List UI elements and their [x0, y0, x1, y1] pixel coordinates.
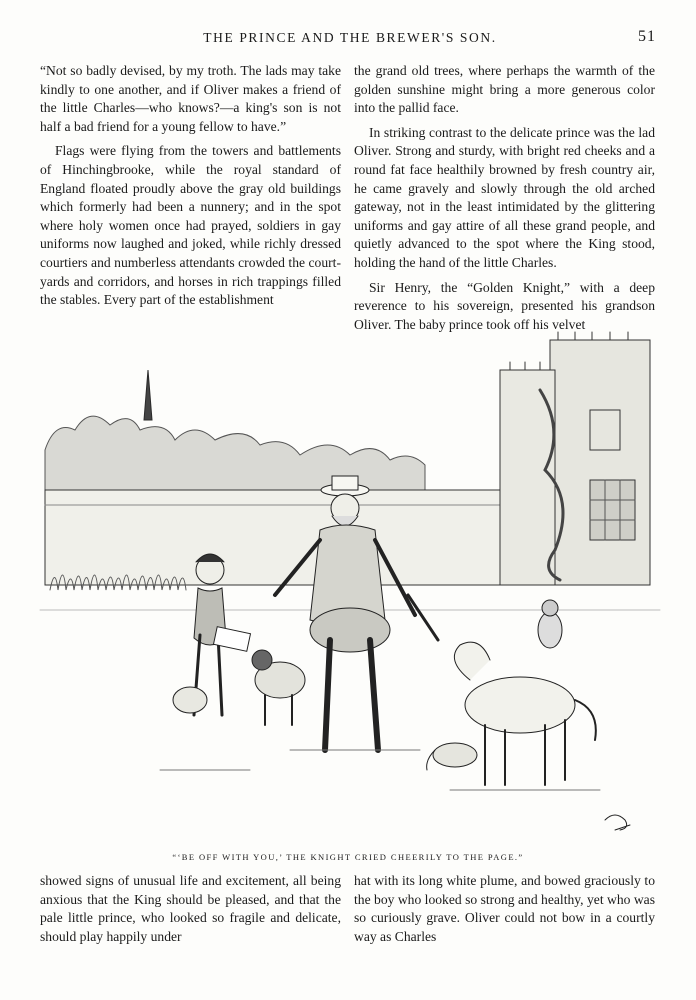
paragraph: Flags were flying from the towers and battlements of Hinchingbrooke, while the royal standard of England floated proudly above the gray old buildings which formerly had been a nunnery; and in the spot where holy women once had prayed, soldiers in gay uniforms now laughed and joked, while richly dressed courtiers and numberless attendants crowded the court-yards and corridors, and horses in rich trappings filled the stables. Every part of the establishment [40, 143, 341, 308]
page-header [40, 30, 660, 54]
illustration-caption: “‘BE OFF WITH YOU,’ THE KNIGHT CRIED CHEERILY TO THE PAGE.” [172, 852, 524, 862]
engraved-illustration [30, 330, 670, 850]
paragraph: hat with its long white plume, and bowed graciously to the boy who looked so strong and healthy, yet who was so curiously grave. Oliver could not bow in a courtly way as Charles [354, 873, 655, 944]
column-bottom-left [40, 872, 341, 952]
column-top-right [354, 62, 655, 340]
paragraph: In striking contrast to the delicate prince was the lad Oliver. Strong and sturdy, with bright red cheeks and a round fat face healthily browned by fresh country air, he came gravely and slowly through the old arched gateway, not in the least intimidated by the glittering uniforms and gay attire of all these grand people, and quietly advanced to the spot where the King stood, holding the hand of the little Charles. [354, 124, 655, 270]
paragraph: Sir Henry, the “Golden Knight,” with a deep reverence to his sovereign, presented his grandson Oliver. The baby prince took off his velvet [354, 279, 655, 332]
paragraph: “Not so badly devised, by my troth. The lads may take kindly to one another, and if Oliver makes a friend of the little Charles—who knows?—a king's son is not half a bad friend for a young fellow to have.” [40, 63, 341, 134]
page-number: 51 [638, 28, 656, 45]
paragraph: showed signs of unusual life and excitement, all being anxious that the King should be pleased, and that the pale little prince, who looked so fragile and delicate, should play happily under [40, 873, 341, 944]
column-bottom-right [354, 872, 655, 952]
running-title: THE PRINCE AND THE BREWER'S SON. [203, 30, 497, 45]
column-top-left [40, 62, 341, 316]
paragraph: the grand old trees, where perhaps the warmth of the golden sunshine might bring a more generous color into the pallid face. [354, 63, 655, 116]
